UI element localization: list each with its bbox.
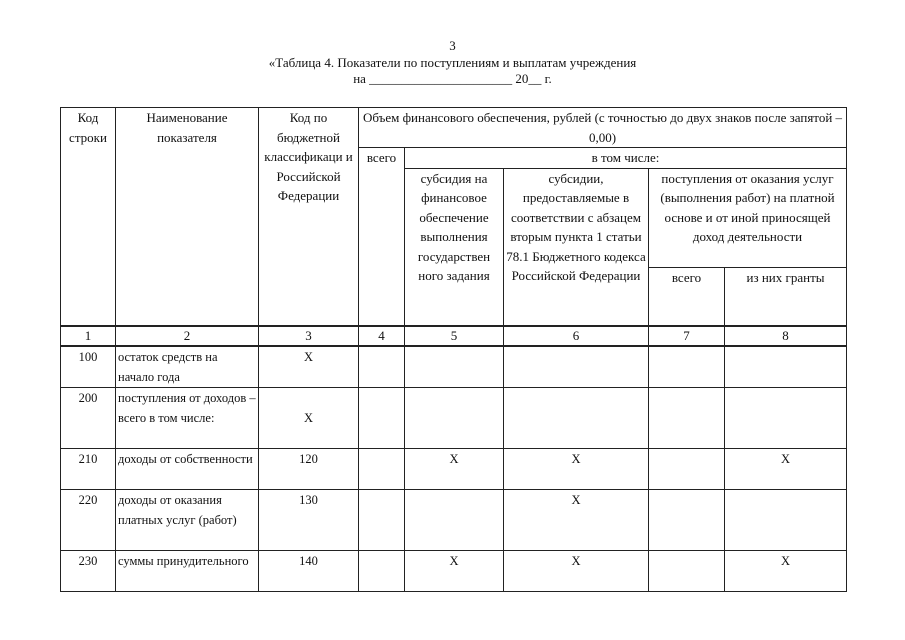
row-value-paid-total [649,388,725,449]
column-number: 3 [259,326,359,346]
row-budget-code: X [259,346,359,388]
column-number: 8 [725,326,847,346]
row-value-subsidy-state-task: X [405,551,504,592]
header-subsidy-78-1: субсидии, предоставляемые в соответствии с абзацем вторым пункта 1 статьи 78.1 Бюджетного кодекса Российской Федерации [504,168,649,326]
indicators-table [60,107,847,592]
header-paid-grants: из них гранты [725,267,847,326]
row-value-subsidy-78-1: X [504,449,649,490]
row-value-subsidy-state-task [405,490,504,551]
row-name: остаток средств на начало года [116,346,259,388]
row-value-paid-total [649,346,725,388]
table-body [61,108,847,592]
column-number: 4 [359,326,405,346]
row-value-paid-grants: X [725,551,847,592]
row-value-subsidy-78-1 [504,388,649,449]
row-code: 210 [61,449,116,490]
title-date-line: на ______________________ 20__ г. [353,71,552,86]
row-name: доходы от оказания платных услуг (работ) [116,490,259,551]
row-value-subsidy-state-task: X [405,449,504,490]
header-total: всего [359,148,405,327]
column-numbers-row [61,326,847,346]
row-value-subsidy-state-task [405,388,504,449]
header-row-code: Код строки [61,108,116,327]
table-row [61,490,847,551]
row-budget-code: 120 [259,449,359,490]
header-subsidy-state-task: субсидия на финансовое обеспечение выполнения государствен ного задания [405,168,504,326]
row-value-subsidy-78-1: X [504,490,649,551]
header-paid-total: всего [649,267,725,326]
column-number: 6 [504,326,649,346]
row-value-paid-grants [725,388,847,449]
header-indicator-name: Наименование показателя [116,108,259,327]
row-value-subsidy-state-task [405,346,504,388]
row-budget-code: X [259,388,359,449]
row-budget-code: 140 [259,551,359,592]
row-code: 220 [61,490,116,551]
row-name: поступления от доходов – всего в том числе: [116,388,259,449]
row-value-total [359,490,405,551]
row-value-total [359,388,405,449]
row-value-paid-total [649,490,725,551]
row-code: 230 [61,551,116,592]
header-budget-classification-code: Код по бюджетной классификаци и Российской Федерации [259,108,359,327]
header-paid-services: поступления от оказания услуг (выполнения работ) на платной основе и от иной приносящей доход деятельности [649,168,847,267]
row-name: доходы от собственности [116,449,259,490]
column-number: 1 [61,326,116,346]
header-row-1 [61,108,847,148]
row-value-paid-total [649,551,725,592]
table-row [61,449,847,490]
row-value-paid-grants [725,346,847,388]
column-number: 2 [116,326,259,346]
row-value-subsidy-78-1: X [504,551,649,592]
column-number: 7 [649,326,725,346]
row-value-total [359,551,405,592]
header-financial-volume: Объем финансового обеспечения, рублей (с точностью до двух знаков после запятой – 0,00) [359,108,847,148]
table-row [61,388,847,449]
table-row [61,551,847,592]
row-value-paid-total [649,449,725,490]
row-value-paid-grants: X [725,449,847,490]
row-name: суммы принудительного [116,551,259,592]
column-number: 5 [405,326,504,346]
row-value-subsidy-78-1 [504,346,649,388]
row-value-paid-grants [725,490,847,551]
row-value-total [359,449,405,490]
header-including: в том числе: [405,148,847,169]
table-title: «Таблица 4. Показатели по поступлениям и выплатам учреждения [268,55,637,70]
page-number: 3 [449,38,456,53]
row-code: 100 [61,346,116,388]
row-budget-code: 130 [259,490,359,551]
row-value-total [359,346,405,388]
table-row [61,346,847,388]
row-code: 200 [61,388,116,449]
